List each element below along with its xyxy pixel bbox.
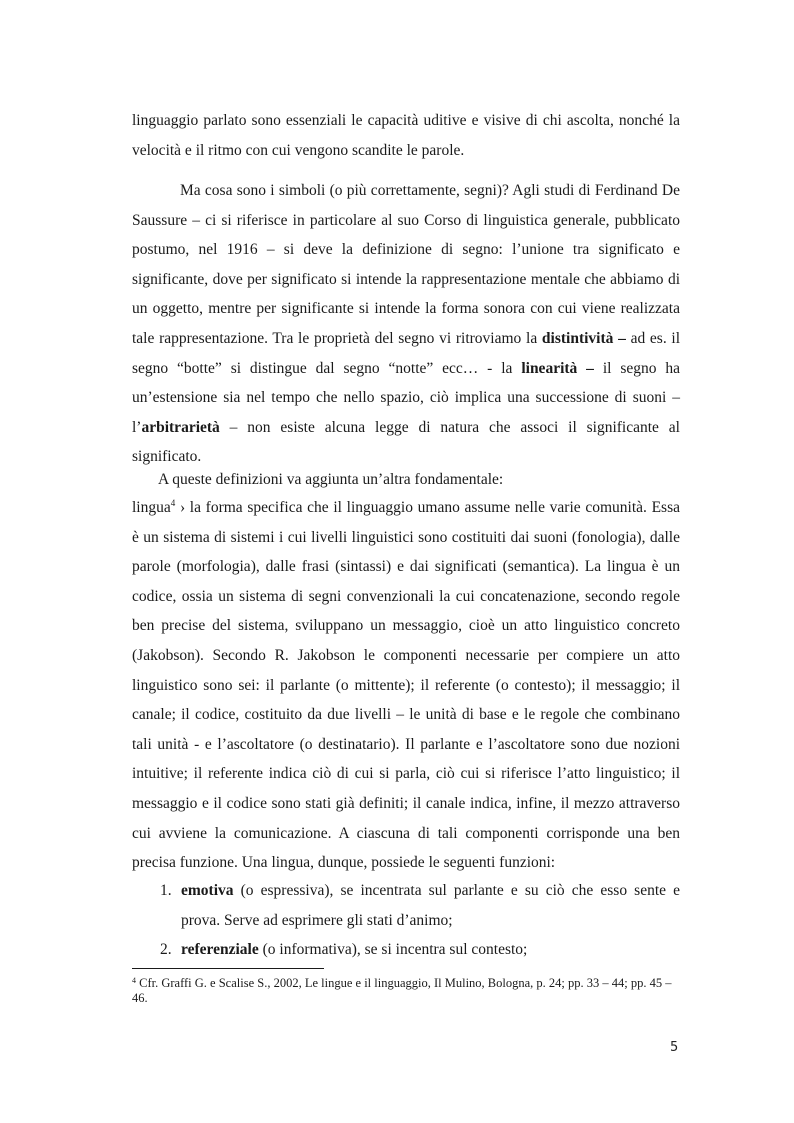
paragraph-saussure-sign [132,176,680,472]
footnote-number: 4 [132,976,136,985]
term-linearity: linearità – [521,359,594,377]
paragraph-continuation: linguaggio parlato sono essenziali le capacità uditive e visive di chi ascolta, nonché la velocità e il ritmo con cui vengono scandite le parole. [132,112,680,159]
list-item-term: referenziale [181,941,259,959]
list-item-text: (o espressiva), se incentrata sul parlante e su ciò che esso sente e prova. Serve ad esprimere gli stati d’animo; [181,882,680,929]
footnote-reference[interactable]: 4 [170,498,176,508]
list-item-number: 1. [160,882,172,899]
paragraph-text: › la forma specifica che il linguaggio umano assume nelle varie comunità. Essa è un sistema di sistemi i cui livelli linguistici sono costituiti dai suoni (fonologia), dalle parole (morfologia), dalle frasi (sintassi) e dai significati (semantica). La lingua è un codice, ossia un sistema di segni convenzionali la cui concatenazione, secondo regole ben precise del sistema, sviluppano un messaggio, cioè un atto linguistico concreto (Jakobson). Secondo R. Jakobson le componenti necessarie per compiere un atto linguistico sono sei: il parlante (o mittente); il referente (o contesto); il messaggio; il canale; il codice, costituito da due livelli – le unità di base e le regole che combinano tali unità - e l’ascoltatore (o destinatario). Il parlante e l’ascoltatore sono due nozioni intuitive; il referente indica ciò di cui si parla, ciò cui si riferisce l’atto linguistico; il messaggio e il codice sono stati già definiti; il canale indica, infine, il mezzo attraverso cui avviene la comunicazione. A ciascuna di tali componenti corrisponde una ben precisa funzione. Una lingua, dunque, possiede le seguenti funzioni: [132,499,680,872]
paragraph-text: ad es. il segno “botte” si distingue dal segno “notte” ecc… - la [132,329,681,377]
footnote [132,976,680,1006]
list-item [132,876,680,935]
term-arbitrariness: arbitrarietà [141,418,220,436]
paragraph-text: Ma cosa sono i simboli (o più correttamente, segni)? Agli studi di Ferdinand De Saussure – ci si riferisce in particolare al suo Corso di linguistica generale, pubblicato postumo, nel 1916 – si deve la definizione di segno: l’unione tra significato e significante, dove per significato si intende la rappresentazione mentale che abbiamo di un oggetto, mentre per significante si intende la forma sonora con cui viene realizzata tale rappresentazione. Tra le proprietà del segno vi ritroviamo la [132,182,680,347]
paragraph-text: il segno ha un’estensione sia nel tempo che nello spazio, ciò implica una successione di suoni – l’ [132,359,681,436]
term-lingua: lingua [132,499,171,516]
page-number: 5 [670,1040,679,1055]
paragraph-text: – non esiste alcuna legge di natura che associ il significante al significato. [132,418,680,466]
footnote-text: Cfr. Graffi G. e Scalise S., 2002, Le lingue e il linguaggio, Il Mulino, Bologna, p. 24; pp. 33 – 44; pp. 45 – 46. [132,976,672,1005]
term-distinctiveness: distintività – [541,329,626,347]
list-item-text: (o informativa), se si incentra sul contesto; [258,941,528,959]
list-item-number: 2. [160,941,172,959]
list-item [132,935,680,965]
list-item-term: emotiva [181,882,234,899]
paragraph-lingua-definition [132,493,680,878]
paragraph-lead [132,465,680,495]
footnote-separator [132,968,324,969]
functions-list [132,876,680,965]
lead-sentence: A queste definizioni va aggiunta un’altra fondamentale: [158,471,504,488]
